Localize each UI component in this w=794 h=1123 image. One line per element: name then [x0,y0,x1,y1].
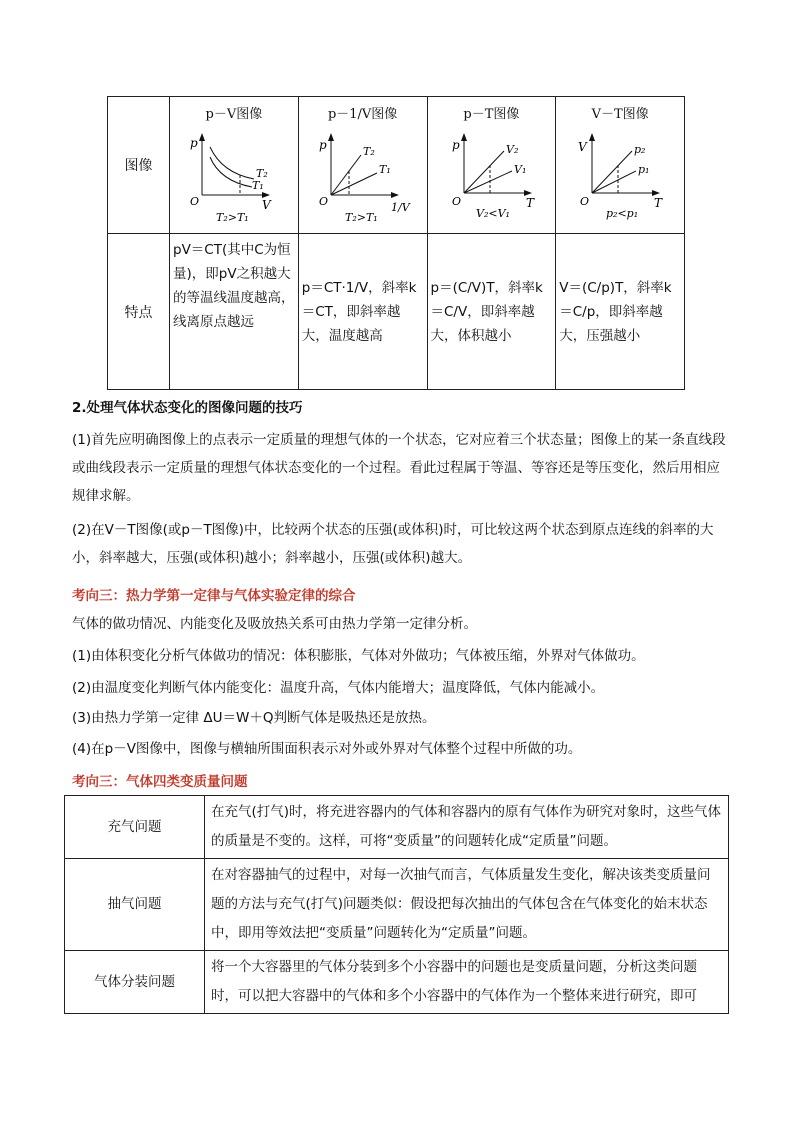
variable-mass-table [64,795,729,1014]
table-row [65,796,729,859]
row-label: 充气问题 [65,796,205,859]
feature-p-invv: p＝CT·1/V，斜率k＝CT，即斜率越大，温度越高 [298,234,427,390]
graph-title: p－T图像 [463,107,520,122]
row-text: 在对容器抽气的过程中，对每一次抽气而言，气体质量发生变化，解决该类变质量问题的方法与充气(打气)问题类似：假设把每次抽出的气体包含在气体变化的始末状态中，即用等效法把“变质量”问题转化为“定质量”问题。 [205,859,729,951]
graph-cell-vt [556,97,685,234]
row-label: 抽气问题 [65,859,205,951]
curve-label: p₁ [638,163,650,176]
section2-p1: (1)首先应明确图像上的点表示一定质量的理想气体的一个状态，它对应着三个状态量；图像上的某一条直线段或曲线段表示一定质量的理想气体状态变化的一个过程。看此过程属于等温、等容还是等压变化，然后用相应规律求解。 [72,432,726,504]
pt-graph [428,97,556,233]
curve-label: V₂ [505,143,518,156]
origin-label: O [451,195,461,208]
origin-label: O [580,195,590,208]
vt-graph [556,97,684,233]
section3-item-2: (2)由温度变化判断气体内能变化：温度升高，气体内能增大；温度降低，气体内能减小。 [72,680,605,696]
pv-graph [170,97,298,233]
table-row [65,859,729,951]
table-row [65,951,729,1014]
curve-label: V₁ [513,163,526,176]
graph-cell-pt [427,97,556,234]
axis-x-label: T [654,196,663,210]
row-head-graph: 图像 [108,97,170,234]
graph-title: p－1/V图像 [327,107,398,122]
section2-heading: 2.处理气体状态变化的图像问题的技巧 [72,400,303,416]
origin-label: O [190,195,200,208]
section3-item-3: (3)由热力学第一定律 ΔU＝W＋Q判断气体是吸热还是放热。 [72,710,436,726]
row-text: 在充气(打气)时，将充进容器内的气体和容器内的原有气体作为研究对象时，这些气体的质量是不变的。这样，可将“变质量”的问题转化成“定质量”问题。 [205,796,729,859]
relation-label: V₂<V₁ [475,207,510,220]
section3-intro: 气体的做功情况、内能变化及吸放热关系可由热力学第一定律分析。 [72,616,477,632]
curve-label: T₁ [252,179,264,192]
relation-label: T₂>T₁ [344,211,378,224]
axis-x-label: V [262,198,271,212]
p-invv-graph [299,97,427,233]
row-label: 气体分装问题 [65,951,205,1014]
graph-title: p－V图像 [205,107,263,122]
curve-label: T₂ [362,145,375,158]
origin-label: O [318,195,328,208]
graph-cell-p-invv [298,97,427,234]
relation-label: T₂>T₁ [216,211,249,224]
row-head-feature: 特点 [108,234,170,390]
gas-graph-table [107,96,685,390]
row-text: 将一个大容器里的气体分装到多个小容器中的问题也是变质量问题，分析这类问题时，可以把大容器中的气体和多个小容器中的气体作为一个整体来进行研究，即可 [205,951,729,1014]
curve-label: T₂ [256,167,268,180]
feature-pt: p＝(C/V)T，斜率k＝C/V，即斜率越大，体积越小 [427,234,556,390]
section3-heading: 考向三：热力学第一定律与气体实验定律的综合 [72,588,356,604]
section4-heading: 考向三：气体四类变质量问题 [72,774,248,790]
axis-x-label: T [525,196,534,210]
section3-item-1: (1)由体积变化分析气体做功的情况：体积膨胀，气体对外做功；气体被压缩，外界对气体做功。 [72,648,645,664]
curve-label: p₂ [634,143,646,156]
axis-y-label: p [190,136,198,150]
axis-x-label: 1/V [390,201,410,214]
graph-cell-pv [170,97,299,234]
axis-y-label: p [451,138,460,152]
relation-label: p₂<p₁ [606,207,639,220]
axis-y-label: p [318,138,327,152]
section3-item-4: (4)在p－V图像中，图像与横轴所围面积表示对外或外界对气体整个过程中所做的功。 [72,741,582,757]
curve-label: T₁ [378,163,391,176]
section2-p2: (2)在V－T图像(或p－T图像)中，比较两个状态的压强(或体积)时，可比较这两个状态到原点连线的斜率的大小，斜率越大，压强(或体积)越小；斜率越小，压强(或体积)越大。 [72,522,714,566]
feature-pv: pV＝CT(其中C为恒量)，即pV之积越大的等温线温度越高，线离原点越远 [170,234,299,390]
graph-title: V－T图像 [591,107,649,122]
axis-y-label: V [578,140,587,154]
feature-vt: V＝(C/p)T，斜率k＝C/p，即斜率越大，压强越小 [556,234,685,390]
